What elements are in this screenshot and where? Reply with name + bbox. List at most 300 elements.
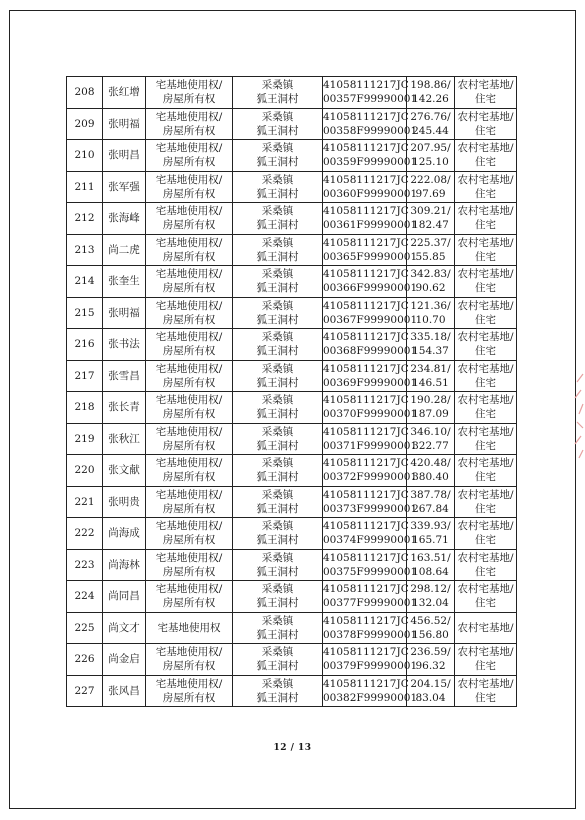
cell-usage-line-2: 住宅 — [475, 93, 496, 106]
table-row — [67, 612, 517, 644]
cell-right-type-line-1: 宅基地使用权/ — [155, 110, 223, 123]
cell-owner-name: 尚二虎 — [103, 234, 146, 266]
cell-area-line-2: 142.26 — [412, 93, 449, 106]
cell-location-line-1: 采桑镇 — [261, 142, 294, 155]
cell-number: 208 — [67, 77, 103, 109]
cell-right-type-line-2: 房屋所有权 — [162, 93, 216, 106]
cell-right-type — [146, 360, 233, 392]
cell-unit-code-line-2: 00371F99990001 — [323, 439, 418, 452]
cell-area-line-1: 198.86/ — [410, 79, 451, 92]
cell-area-line-2: 322.77 — [412, 439, 449, 452]
cell-usage — [455, 140, 517, 172]
cell-unit-code-line-2: 00375F99990001 — [323, 565, 418, 578]
cell-usage — [455, 171, 517, 203]
cell-owner-name: 尚海林 — [103, 549, 146, 581]
cell-area-line-2: 90.62 — [415, 282, 446, 295]
cell-location-line-1: 采桑镇 — [261, 236, 294, 249]
cell-location-line-2: 狐王洞村 — [256, 502, 299, 515]
cell-usage-line-1: 农村宅基地/ — [457, 173, 514, 186]
cell-unit-code-line-2: 00382F99990001 — [323, 691, 418, 704]
cell-right-type — [146, 675, 233, 707]
cell-location-line-2: 狐王洞村 — [256, 345, 299, 358]
cell-usage-line-1: 农村宅基地/ — [457, 425, 514, 438]
cell-unit-code-line-2: 00365F99990001 — [323, 250, 418, 263]
cell-area — [407, 108, 455, 140]
table-row — [67, 171, 517, 203]
cell-right-type-line-2: 房屋所有权 — [162, 250, 216, 263]
cell-area-line-1: 225.37/ — [410, 236, 451, 249]
cell-right-type-line-1: 宅基地使用权/ — [155, 236, 223, 249]
cell-location — [233, 140, 323, 172]
cell-right-type-line-2: 房屋所有权 — [162, 502, 216, 515]
cell-location-line-1: 采桑镇 — [261, 79, 294, 92]
cell-location-line-1: 采桑镇 — [261, 394, 294, 407]
cell-location-line-1: 采桑镇 — [261, 268, 294, 281]
cell-number: 210 — [67, 140, 103, 172]
cell-usage-line-2: 住宅 — [475, 408, 496, 421]
cell-owner-name: 张书法 — [103, 329, 146, 361]
cell-usage — [455, 392, 517, 424]
cell-right-type-line-1: 宅基地使用权/ — [155, 551, 223, 564]
cell-right-type-line-2: 房屋所有权 — [162, 565, 216, 578]
cell-number: 219 — [67, 423, 103, 455]
cell-number: 213 — [67, 234, 103, 266]
cell-usage — [455, 675, 517, 707]
cell-location-line-2: 狐王洞村 — [256, 660, 299, 673]
cell-usage-line-1: 农村宅基地/ — [457, 551, 514, 564]
cell-area-line-1: 387.78/ — [410, 488, 451, 501]
cell-location — [233, 297, 323, 329]
cell-usage — [455, 297, 517, 329]
cell-area-line-2: 156.80 — [412, 628, 449, 641]
cell-usage-line-2: 住宅 — [475, 282, 496, 295]
cell-unit-code — [323, 266, 418, 298]
cell-usage-line-2: 住宅 — [475, 565, 496, 578]
cell-usage — [455, 644, 517, 676]
cell-owner-name: 张文献 — [103, 455, 146, 487]
cell-right-type — [146, 644, 233, 676]
cell-usage-line-2: 住宅 — [475, 124, 496, 137]
cell-number: 217 — [67, 360, 103, 392]
cell-unit-code-line-1: 41058111217JC — [323, 236, 409, 249]
cell-area-line-1: 163.51/ — [410, 551, 451, 564]
cell-unit-code-line-1: 41058111217JC — [323, 173, 409, 186]
cell-area-line-2: 97.69 — [415, 187, 446, 200]
cell-usage-line-2: 住宅 — [475, 313, 496, 326]
cell-usage-line-1: 农村宅基地/ — [457, 621, 514, 634]
cell-usage — [455, 486, 517, 518]
cell-unit-code-line-1: 41058111217JC — [323, 394, 409, 407]
cell-owner-name: 张秋江 — [103, 423, 146, 455]
cell-usage — [455, 266, 517, 298]
cell-area-line-2: 96.32 — [415, 660, 446, 673]
cell-number: 224 — [67, 581, 103, 613]
cell-usage-line-1: 农村宅基地/ — [457, 362, 514, 375]
cell-location-line-2: 狐王洞村 — [256, 376, 299, 389]
cell-location — [233, 171, 323, 203]
cell-unit-code-line-1: 41058111217JC — [323, 205, 409, 218]
cell-number: 209 — [67, 108, 103, 140]
cell-usage-line-1: 农村宅基地/ — [457, 677, 514, 690]
cell-number: 227 — [67, 675, 103, 707]
cell-right-type-line-2: 房屋所有权 — [162, 597, 216, 610]
cell-unit-code-line-1: 41058111217JC — [323, 331, 409, 344]
cell-right-type — [146, 392, 233, 424]
cell-usage — [455, 234, 517, 266]
cell-location-line-2: 狐王洞村 — [256, 250, 299, 263]
red-seal-fragment — [571, 370, 585, 460]
cell-right-type — [146, 77, 233, 109]
cell-unit-code — [323, 108, 418, 140]
cell-number: 225 — [67, 612, 103, 644]
cell-unit-code-line-1: 41058111217JC — [323, 110, 409, 123]
cell-location — [233, 108, 323, 140]
cell-right-type-line-1: 宅基地使用权 — [157, 621, 221, 634]
cell-usage-line-1: 农村宅基地/ — [457, 394, 514, 407]
cell-area — [407, 518, 455, 550]
cell-usage — [455, 581, 517, 613]
cell-area-line-1: 342.83/ — [410, 268, 451, 281]
cell-owner-name: 张海峰 — [103, 203, 146, 235]
cell-location — [233, 392, 323, 424]
cell-right-type-line-2: 房屋所有权 — [162, 376, 216, 389]
cell-owner-name: 尚同昌 — [103, 581, 146, 613]
table-row — [67, 392, 517, 424]
cell-owner-name: 尚金启 — [103, 644, 146, 676]
cell-usage-line-1: 农村宅基地/ — [457, 457, 514, 470]
cell-area-line-2: 267.84 — [412, 502, 449, 515]
cell-unit-code-line-1: 41058111217JC — [323, 362, 409, 375]
cell-right-type-line-2: 房屋所有权 — [162, 439, 216, 452]
cell-location-line-2: 狐王洞村 — [256, 565, 299, 578]
cell-usage — [455, 549, 517, 581]
cell-right-type — [146, 171, 233, 203]
cell-location-line-2: 狐王洞村 — [256, 156, 299, 169]
cell-location — [233, 518, 323, 550]
cell-area — [407, 392, 455, 424]
cell-usage — [455, 612, 517, 644]
cell-location-line-2: 狐王洞村 — [256, 124, 299, 137]
cell-usage — [455, 455, 517, 487]
table-row — [67, 297, 517, 329]
cell-unit-code-line-2: 00360F99990001 — [323, 187, 418, 200]
cell-unit-code — [323, 77, 418, 109]
cell-unit-code-line-2: 00368F99990001 — [323, 345, 418, 358]
cell-usage-line-1: 农村宅基地/ — [457, 520, 514, 533]
cell-location — [233, 675, 323, 707]
cell-location — [233, 329, 323, 361]
cell-area-line-2: 187.09 — [412, 408, 449, 421]
cell-right-type — [146, 108, 233, 140]
cell-location — [233, 423, 323, 455]
cell-area — [407, 455, 455, 487]
cell-location-line-2: 狐王洞村 — [256, 219, 299, 232]
cell-right-type — [146, 140, 233, 172]
cell-number: 222 — [67, 518, 103, 550]
cell-usage-line-2: 住宅 — [475, 597, 496, 610]
cell-right-type-line-1: 宅基地使用权/ — [155, 142, 223, 155]
cell-usage-line-2: 住宅 — [475, 534, 496, 547]
cell-right-type-line-2: 房屋所有权 — [162, 660, 216, 673]
cell-owner-name: 张风昌 — [103, 675, 146, 707]
cell-area-line-2: 245.44 — [412, 124, 449, 137]
cell-location-line-2: 狐王洞村 — [256, 534, 299, 547]
cell-location — [233, 77, 323, 109]
cell-location-line-1: 采桑镇 — [261, 457, 294, 470]
cell-unit-code-line-1: 41058111217JC — [323, 268, 409, 281]
cell-right-type-line-2: 房屋所有权 — [162, 156, 216, 169]
cell-right-type — [146, 612, 233, 644]
cell-unit-code — [323, 455, 418, 487]
cell-area-line-2: 55.85 — [415, 250, 446, 263]
cell-usage-line-2: 住宅 — [475, 156, 496, 169]
cell-right-type-line-1: 宅基地使用权/ — [155, 425, 223, 438]
table-row — [67, 108, 517, 140]
cell-right-type — [146, 266, 233, 298]
registry-table — [66, 76, 517, 707]
cell-unit-code-line-2: 00377F99990001 — [323, 597, 418, 610]
cell-unit-code — [323, 203, 418, 235]
cell-area-line-2: 380.40 — [412, 471, 449, 484]
cell-area-line-2: 108.64 — [412, 565, 449, 578]
cell-unit-code-line-1: 41058111217JC — [323, 142, 409, 155]
cell-unit-code-line-2: 00367F99990001 — [323, 313, 418, 326]
cell-right-type-line-1: 宅基地使用权/ — [155, 583, 223, 596]
cell-unit-code-line-1: 41058111217JC — [323, 520, 409, 533]
cell-unit-code-line-1: 41058111217JC — [323, 457, 409, 470]
cell-right-type-line-1: 宅基地使用权/ — [155, 331, 223, 344]
cell-usage-line-2: 住宅 — [475, 439, 496, 452]
cell-right-type-line-1: 宅基地使用权/ — [155, 457, 223, 470]
cell-location — [233, 612, 323, 644]
cell-area-line-2: 146.51 — [412, 376, 449, 389]
cell-owner-name: 张明福 — [103, 108, 146, 140]
cell-number: 226 — [67, 644, 103, 676]
cell-area-line-1: 456.52/ — [410, 614, 451, 627]
cell-unit-code — [323, 140, 418, 172]
cell-unit-code-line-2: 00369F99990001 — [323, 376, 418, 389]
table-row — [67, 581, 517, 613]
cell-usage — [455, 77, 517, 109]
cell-location-line-1: 采桑镇 — [261, 362, 294, 375]
cell-right-type — [146, 549, 233, 581]
cell-location-line-1: 采桑镇 — [261, 331, 294, 344]
cell-usage-line-2: 住宅 — [475, 345, 496, 358]
cell-location-line-2: 狐王洞村 — [256, 691, 299, 704]
table-row — [67, 518, 517, 550]
cell-number: 212 — [67, 203, 103, 235]
cell-area-line-1: 236.59/ — [410, 646, 451, 659]
cell-area-line-2: 165.71 — [412, 534, 449, 547]
cell-right-type — [146, 329, 233, 361]
cell-location-line-1: 采桑镇 — [261, 173, 294, 186]
cell-location-line-2: 狐王洞村 — [256, 313, 299, 326]
cell-unit-code — [323, 423, 418, 455]
cell-unit-code-line-2: 00378F99990001 — [323, 628, 418, 641]
cell-right-type-line-2: 房屋所有权 — [162, 313, 216, 326]
cell-unit-code-line-1: 41058111217JC — [323, 677, 409, 690]
cell-area-line-1: 298.12/ — [410, 583, 451, 596]
cell-right-type-line-1: 宅基地使用权/ — [155, 362, 223, 375]
cell-usage-line-1: 农村宅基地/ — [457, 205, 514, 218]
cell-owner-name: 张明昌 — [103, 140, 146, 172]
cell-number: 223 — [67, 549, 103, 581]
cell-unit-code-line-1: 41058111217JC — [323, 583, 409, 596]
table-row — [67, 549, 517, 581]
cell-area-line-1: 204.15/ — [410, 677, 451, 690]
cell-number: 221 — [67, 486, 103, 518]
cell-location-line-2: 狐王洞村 — [256, 628, 299, 641]
cell-number: 214 — [67, 266, 103, 298]
cell-usage-line-2: 住宅 — [475, 691, 496, 704]
cell-area-line-2: 132.04 — [412, 597, 449, 610]
cell-unit-code — [323, 612, 418, 644]
cell-location-line-1: 采桑镇 — [261, 205, 294, 218]
table-row — [67, 329, 517, 361]
cell-location — [233, 234, 323, 266]
cell-right-type-line-1: 宅基地使用权/ — [155, 205, 223, 218]
cell-location — [233, 581, 323, 613]
cell-right-type — [146, 518, 233, 550]
cell-right-type — [146, 423, 233, 455]
cell-right-type — [146, 486, 233, 518]
cell-unit-code-line-1: 41058111217JC — [323, 488, 409, 501]
cell-location-line-1: 采桑镇 — [261, 614, 294, 627]
cell-area-line-2: 83.04 — [415, 691, 446, 704]
cell-unit-code — [323, 234, 418, 266]
table-row — [67, 266, 517, 298]
cell-unit-code — [323, 360, 418, 392]
cell-unit-code-line-2: 00374F99990001 — [323, 534, 418, 547]
cell-right-type-line-1: 宅基地使用权/ — [155, 677, 223, 690]
cell-right-type-line-2: 房屋所有权 — [162, 408, 216, 421]
cell-area-line-1: 207.95/ — [410, 142, 451, 155]
cell-location — [233, 203, 323, 235]
cell-unit-code — [323, 581, 418, 613]
cell-area — [407, 140, 455, 172]
cell-area-line-1: 335.18/ — [410, 331, 451, 344]
cell-usage — [455, 203, 517, 235]
cell-unit-code-line-2: 00370F99990001 — [323, 408, 418, 421]
cell-location-line-2: 狐王洞村 — [256, 187, 299, 200]
cell-location-line-1: 采桑镇 — [261, 299, 294, 312]
cell-unit-code-line-2: 00359F99990001 — [323, 156, 418, 169]
cell-unit-code-line-1: 41058111217JC — [323, 551, 409, 564]
cell-right-type-line-2: 房屋所有权 — [162, 471, 216, 484]
cell-area — [407, 612, 455, 644]
cell-unit-code — [323, 675, 418, 707]
cell-unit-code-line-1: 41058111217JC — [323, 299, 409, 312]
cell-usage-line-2: 住宅 — [475, 250, 496, 263]
table-row — [67, 644, 517, 676]
cell-area-line-1: 346.10/ — [410, 425, 451, 438]
cell-right-type-line-1: 宅基地使用权/ — [155, 173, 223, 186]
cell-unit-code-line-2: 00358F99990001 — [323, 124, 418, 137]
cell-usage-line-1: 农村宅基地/ — [457, 110, 514, 123]
cell-owner-name: 张奎生 — [103, 266, 146, 298]
cell-usage-line-2: 住宅 — [475, 660, 496, 673]
cell-right-type-line-2: 房屋所有权 — [162, 345, 216, 358]
cell-area-line-1: 222.08/ — [410, 173, 451, 186]
cell-right-type-line-1: 宅基地使用权/ — [155, 268, 223, 281]
cell-area-line-2: 125.10 — [412, 156, 449, 169]
cell-unit-code — [323, 518, 418, 550]
cell-usage-line-1: 农村宅基地/ — [457, 142, 514, 155]
cell-unit-code — [323, 329, 418, 361]
cell-area-line-2: 154.37 — [412, 345, 449, 358]
cell-unit-code-line-1: 41058111217JC — [323, 79, 409, 92]
cell-usage-line-1: 农村宅基地/ — [457, 268, 514, 281]
cell-location-line-1: 采桑镇 — [261, 110, 294, 123]
cell-usage-line-2: 住宅 — [475, 376, 496, 389]
cell-location-line-2: 狐王洞村 — [256, 471, 299, 484]
table-row — [67, 455, 517, 487]
cell-right-type — [146, 581, 233, 613]
cell-unit-code — [323, 644, 418, 676]
cell-location-line-2: 狐王洞村 — [256, 439, 299, 452]
cell-usage — [455, 108, 517, 140]
table-row — [67, 675, 517, 707]
cell-area — [407, 581, 455, 613]
cell-area — [407, 360, 455, 392]
cell-owner-name: 张明贵 — [103, 486, 146, 518]
cell-area — [407, 203, 455, 235]
cell-unit-code — [323, 486, 418, 518]
cell-unit-code — [323, 549, 418, 581]
table-row — [67, 140, 517, 172]
cell-unit-code-line-2: 00361F99990001 — [323, 219, 418, 232]
cell-owner-name: 张长青 — [103, 392, 146, 424]
cell-usage-line-1: 农村宅基地/ — [457, 236, 514, 249]
page-number: 12 / 13 — [273, 743, 312, 753]
cell-unit-code-line-2: 00372F99990001 — [323, 471, 418, 484]
cell-right-type-line-2: 房屋所有权 — [162, 124, 216, 137]
cell-area-line-1: 234.81/ — [410, 362, 451, 375]
cell-usage-line-2: 住宅 — [475, 219, 496, 232]
cell-area — [407, 77, 455, 109]
cell-unit-code — [323, 392, 418, 424]
cell-location-line-1: 采桑镇 — [261, 646, 294, 659]
registry-table-body — [67, 77, 517, 707]
cell-location-line-1: 采桑镇 — [261, 425, 294, 438]
cell-area-line-1: 276.76/ — [410, 110, 451, 123]
cell-location — [233, 360, 323, 392]
cell-usage-line-1: 农村宅基地/ — [457, 583, 514, 596]
cell-location-line-2: 狐王洞村 — [256, 282, 299, 295]
cell-area-line-1: 121.36/ — [410, 299, 451, 312]
cell-area-line-1: 190.28/ — [410, 394, 451, 407]
cell-area — [407, 329, 455, 361]
cell-area-line-1: 339.93/ — [410, 520, 451, 533]
cell-unit-code-line-2: 00379F99990001 — [323, 660, 418, 673]
cell-location — [233, 644, 323, 676]
cell-location-line-2: 狐王洞村 — [256, 93, 299, 106]
cell-area — [407, 423, 455, 455]
cell-usage-line-1: 农村宅基地/ — [457, 331, 514, 344]
cell-owner-name: 张红增 — [103, 77, 146, 109]
cell-usage — [455, 518, 517, 550]
cell-right-type-line-2: 房屋所有权 — [162, 534, 216, 547]
cell-usage-line-1: 农村宅基地/ — [457, 488, 514, 501]
cell-right-type — [146, 234, 233, 266]
cell-area-line-2: 10.70 — [415, 313, 446, 326]
cell-unit-code-line-1: 41058111217JC — [323, 425, 409, 438]
cell-number: 218 — [67, 392, 103, 424]
cell-location-line-2: 狐王洞村 — [256, 408, 299, 421]
cell-usage-line-1: 农村宅基地/ — [457, 79, 514, 92]
cell-number: 220 — [67, 455, 103, 487]
cell-usage — [455, 360, 517, 392]
